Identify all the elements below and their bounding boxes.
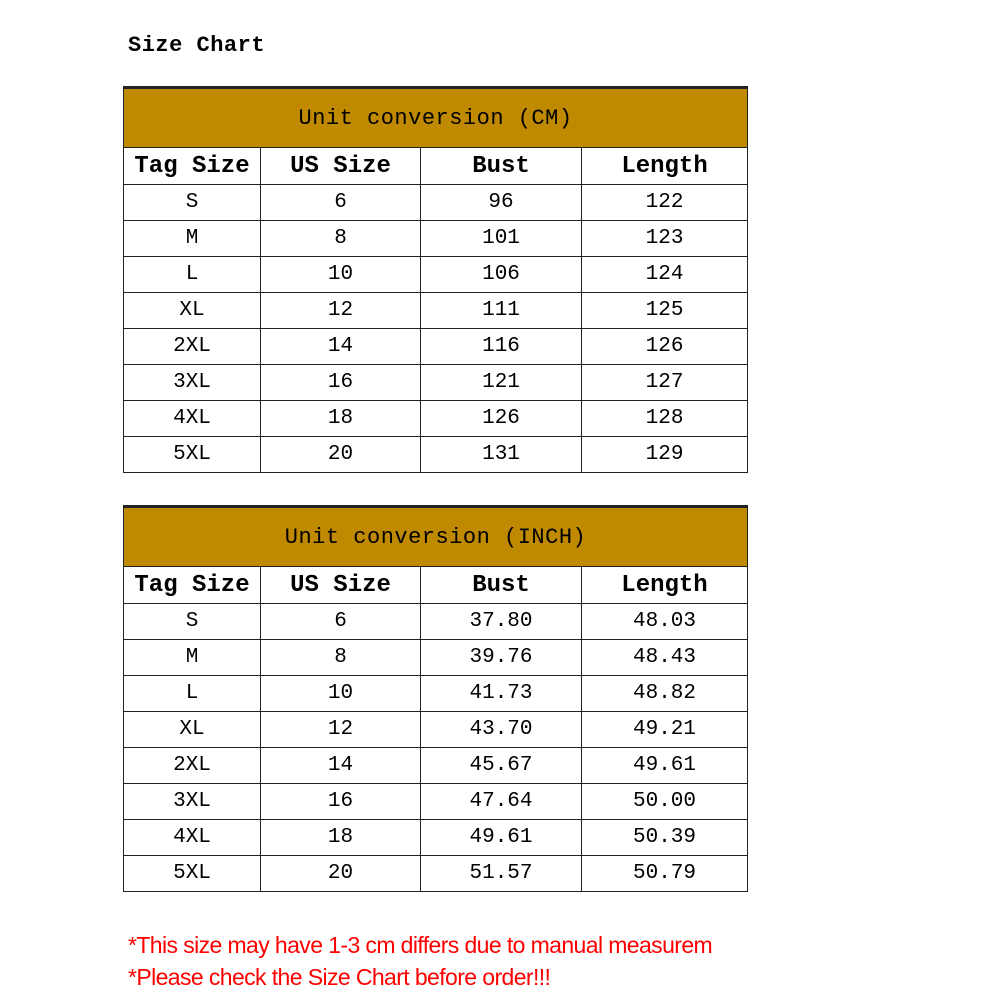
tag-size-cell: L xyxy=(124,676,261,712)
us-size-cell: 12 xyxy=(261,712,421,748)
bust-cell: 131 xyxy=(421,437,582,473)
page-title: Size Chart xyxy=(128,33,266,58)
us-size-cell: 18 xyxy=(261,820,421,856)
tag-size-cell: 4XL xyxy=(124,820,261,856)
table-title: Unit conversion (CM) xyxy=(124,88,748,148)
length-cell: 48.03 xyxy=(582,604,748,640)
length-cell: 123 xyxy=(582,221,748,257)
bust-cell: 45.67 xyxy=(421,748,582,784)
tag-size-cell: M xyxy=(124,640,261,676)
length-cell: 129 xyxy=(582,437,748,473)
table-row xyxy=(124,640,748,676)
notes xyxy=(128,929,712,993)
tag-size-cell: 3XL xyxy=(124,784,261,820)
table-row xyxy=(124,437,748,473)
table-title: Unit conversion (INCH) xyxy=(124,507,748,567)
table-row xyxy=(124,401,748,437)
length-cell: 49.61 xyxy=(582,748,748,784)
length-cell: 50.79 xyxy=(582,856,748,892)
us-size-cell: 16 xyxy=(261,365,421,401)
table-row xyxy=(124,748,748,784)
us-size-cell: 14 xyxy=(261,748,421,784)
table-row xyxy=(124,820,748,856)
us-size-cell: 10 xyxy=(261,676,421,712)
length-cell: 122 xyxy=(582,185,748,221)
table-row xyxy=(124,257,748,293)
table-row xyxy=(124,856,748,892)
bust-cell: 47.64 xyxy=(421,784,582,820)
us-size-cell: 6 xyxy=(261,185,421,221)
us-size-cell: 14 xyxy=(261,329,421,365)
length-cell: 50.39 xyxy=(582,820,748,856)
length-cell: 124 xyxy=(582,257,748,293)
column-header-us-size: US Size xyxy=(261,567,421,604)
table-row xyxy=(124,329,748,365)
bust-cell: 116 xyxy=(421,329,582,365)
tag-size-cell: S xyxy=(124,604,261,640)
bust-cell: 51.57 xyxy=(421,856,582,892)
tag-size-cell: S xyxy=(124,185,261,221)
tag-size-cell: L xyxy=(124,257,261,293)
column-header-bust: Bust xyxy=(421,567,582,604)
length-cell: 49.21 xyxy=(582,712,748,748)
column-header-length: Length xyxy=(582,567,748,604)
tag-size-cell: 5XL xyxy=(124,437,261,473)
bust-cell: 41.73 xyxy=(421,676,582,712)
us-size-cell: 10 xyxy=(261,257,421,293)
tag-size-cell: 2XL xyxy=(124,748,261,784)
table-row xyxy=(124,185,748,221)
tag-size-cell: M xyxy=(124,221,261,257)
column-header-tag-size: Tag Size xyxy=(124,567,261,604)
table-row xyxy=(124,221,748,257)
bust-cell: 101 xyxy=(421,221,582,257)
bust-cell: 37.80 xyxy=(421,604,582,640)
bust-cell: 106 xyxy=(421,257,582,293)
us-size-cell: 8 xyxy=(261,221,421,257)
table-row xyxy=(124,676,748,712)
length-cell: 48.43 xyxy=(582,640,748,676)
measurement-note: *This size may have 1-3 cm differs due to manual measurem xyxy=(128,932,713,958)
tag-size-cell: 2XL xyxy=(124,329,261,365)
us-size-cell: 18 xyxy=(261,401,421,437)
column-header-tag-size: Tag Size xyxy=(124,148,261,185)
length-cell: 128 xyxy=(582,401,748,437)
length-cell: 50.00 xyxy=(582,784,748,820)
tag-size-cell: 5XL xyxy=(124,856,261,892)
size-table-inch xyxy=(123,505,748,892)
table-row xyxy=(124,293,748,329)
tag-size-cell: XL xyxy=(124,712,261,748)
column-header-length: Length xyxy=(582,148,748,185)
us-size-cell: 16 xyxy=(261,784,421,820)
bust-cell: 49.61 xyxy=(421,820,582,856)
us-size-cell: 8 xyxy=(261,640,421,676)
us-size-cell: 6 xyxy=(261,604,421,640)
us-size-cell: 12 xyxy=(261,293,421,329)
table-row xyxy=(124,604,748,640)
us-size-cell: 20 xyxy=(261,856,421,892)
table-row xyxy=(124,784,748,820)
tag-size-cell: 3XL xyxy=(124,365,261,401)
bust-cell: 121 xyxy=(421,365,582,401)
tag-size-cell: 4XL xyxy=(124,401,261,437)
length-cell: 125 xyxy=(582,293,748,329)
bust-cell: 111 xyxy=(421,293,582,329)
column-header-bust: Bust xyxy=(421,148,582,185)
us-size-cell: 20 xyxy=(261,437,421,473)
bust-cell: 43.70 xyxy=(421,712,582,748)
bust-cell: 126 xyxy=(421,401,582,437)
length-cell: 127 xyxy=(582,365,748,401)
bust-cell: 39.76 xyxy=(421,640,582,676)
table-row xyxy=(124,712,748,748)
table-row xyxy=(124,365,748,401)
size-table-cm xyxy=(123,86,748,473)
length-cell: 126 xyxy=(582,329,748,365)
length-cell: 48.82 xyxy=(582,676,748,712)
column-header-us-size: US Size xyxy=(261,148,421,185)
check-size-note: *Please check the Size Chart before order!!! xyxy=(128,964,551,990)
tag-size-cell: XL xyxy=(124,293,261,329)
bust-cell: 96 xyxy=(421,185,582,221)
